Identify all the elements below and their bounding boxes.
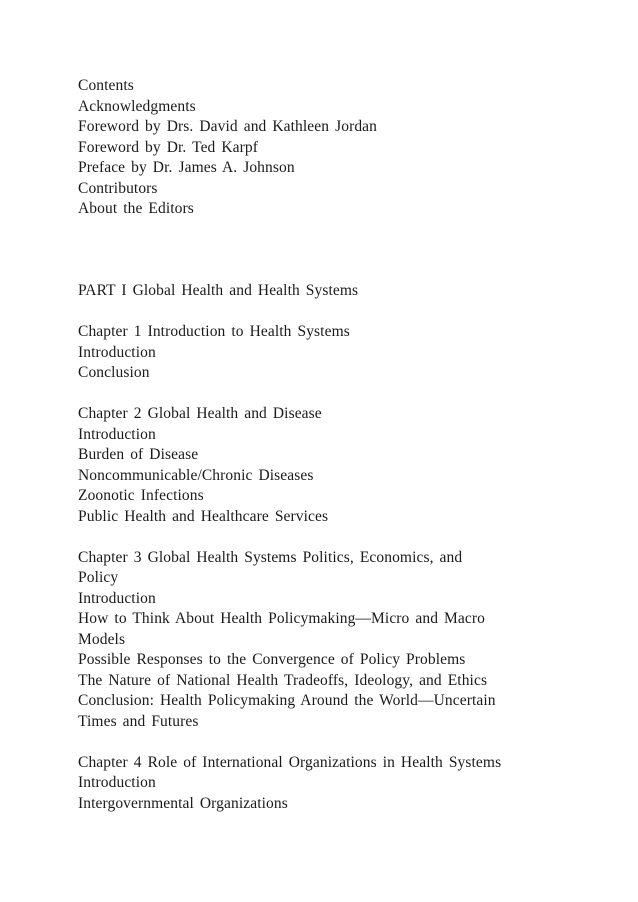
chapter-4-block [78,753,598,815]
chapter-1-block [78,322,598,384]
chapter-title: Chapter 3 Global Health Systems Politics, Economics, and [78,548,463,566]
section-entry: The Nature of National Health Tradeoffs, Ideology, and Ethics [78,671,488,689]
toc-entry-foreword-jordan: Foreword by Drs. David and Kathleen Jordan [78,118,378,135]
chapter-3-block [78,548,598,733]
section-entry: Introduction [78,343,156,361]
spacer [78,302,598,323]
spacer [78,220,598,282]
toc-entry-contributors: Contributors [78,179,158,197]
section-entry: Zoonotic Infections [78,487,204,504]
section-entry: Introduction [78,589,156,607]
section-entry: Possible Responses to the Convergence of Policy Problems [78,651,466,668]
front-matter-list [78,76,598,220]
chapter-title-continued: Policy [78,569,119,586]
chapter-title: Chapter 4 Role of International Organizations in Health Systems [78,753,502,771]
section-entry: Introduction [78,774,156,791]
toc-entry-acknowledgments: Acknowledgments [78,97,196,115]
section-entry: Intergovernmental Organizations [78,794,288,812]
section-entry: Noncommunicable/Chronic Diseases [78,466,314,484]
chapter-2-block [78,404,598,527]
chapter-title: Chapter 1 Introduction to Health Systems [78,323,350,340]
spacer [78,732,598,753]
section-entry: Introduction [78,425,156,443]
toc-entry-about-editors: About the Editors [78,200,194,217]
toc-entry-preface: Preface by Dr. James A. Johnson [78,159,295,176]
spacer [78,384,598,405]
section-entry: Models [78,630,126,648]
section-entry: Public Health and Healthcare Services [78,507,329,525]
section-entry: How to Think About Health Policymaking—Micro and Macro [78,610,485,627]
chapter-title: Chapter 2 Global Health and Disease [78,405,322,422]
section-entry: Times and Futures [78,712,199,730]
section-entry: Conclusion: Health Policymaking Around the World—Uncertain [78,692,496,709]
toc-entry-foreword-karpf: Foreword by Dr. Ted Karpf [78,138,259,156]
section-entry: Burden of Disease [78,446,199,463]
part-title: PART I Global Health and Health Systems [78,282,359,299]
toc-entry-contents: Contents [78,77,134,94]
section-entry: Conclusion [78,364,150,381]
document-page [78,76,598,814]
spacer [78,527,598,548]
